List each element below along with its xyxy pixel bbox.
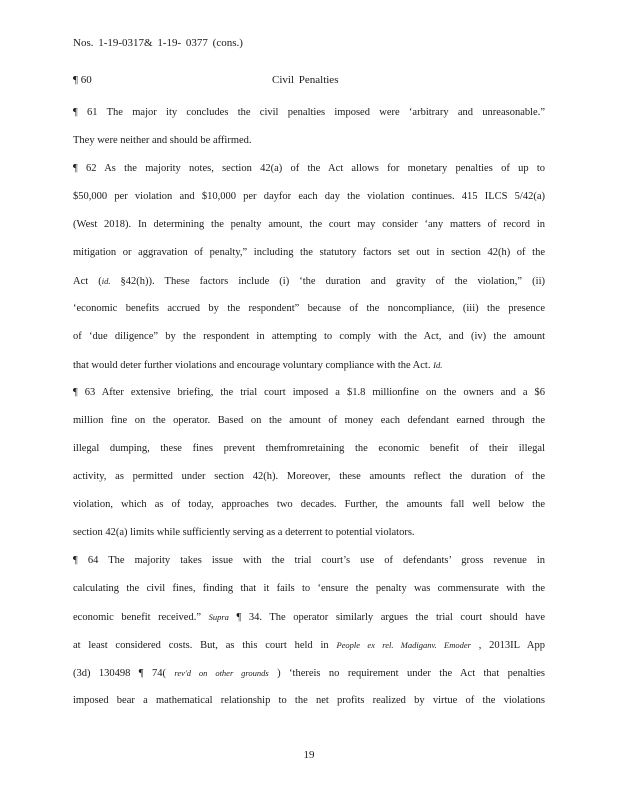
text-line: ¶ 62 As the majority notes, section 42(a) of the Act allows for monetary penalties of up to <box>73 163 545 174</box>
citation-italic: People ex rel. Madiganv. Emoder <box>336 640 471 650</box>
text-line: of ‘due diligence” by the respondent in attempting to comply with the Act, and (iv) the amount <box>73 331 545 342</box>
page-number: 19 <box>303 749 315 761</box>
citation-italic: Id. <box>433 360 443 370</box>
text-line: section 42(a) limits while sufficiently serving as a deterrent to potential violators. <box>73 527 415 538</box>
text-line: illegal dumping, these fines prevent themfromretaining the economic benefit of their illegal <box>73 443 545 454</box>
text-line: imposed bear a mathematical relationship to the net profits realized by virtue of the violations <box>73 695 545 706</box>
text-segment: (3d) 130498 ¶ 74( <box>73 668 175 679</box>
citation-italic: id. <box>101 276 111 286</box>
text-line: mitigation or aggravation of penalty,” including the statutory factors set out in section 42(h) of the <box>73 247 545 258</box>
text-line: ‘economic benefits accrued by the respondent” because of the noncompliance, (iii) the presence <box>73 303 545 314</box>
text-line: They were neither and should be affirmed. <box>73 135 252 146</box>
text-segment: §42(h)). These factors include (i) ‘the duration and gravity of the violation,” (ii) <box>110 276 545 287</box>
text-line <box>73 659 545 687</box>
document-body <box>73 99 545 715</box>
text-line: ¶ 61 The major ity concludes the civil penalties imposed were ‘arbitrary and unreasonable.” <box>73 107 545 118</box>
text-line <box>73 267 545 295</box>
text-line <box>73 631 545 659</box>
section-paragraph-mark: ¶ 60 <box>73 74 92 86</box>
text-segment: , 2013IL App <box>470 640 545 651</box>
text-line: million fine on the operator. Based on the amount of money each defendant earned through the <box>73 415 545 426</box>
citation-italic: rev'd on other grounds <box>174 668 269 678</box>
section-title: Civil Penalties <box>272 74 339 86</box>
text-line <box>73 603 545 631</box>
text-segment: ) ‘thereis no requirement under the Act that penalties <box>268 668 545 679</box>
citation-italic: Supra <box>208 612 229 622</box>
text-line: $50,000 per violation and $10,000 per dayfor each day the violation continues. 415 ILCS 5/42(a) <box>73 191 545 202</box>
text-segment: Act ( <box>73 276 102 287</box>
text-segment: that would deter further violations and encourage voluntary compliance with the Act. <box>73 360 434 371</box>
text-segment: economic benefit received.” <box>73 612 209 623</box>
text-line: ¶ 63 After extensive briefing, the trial court imposed a $1.8 millionfine on the owners and a $6 <box>73 387 545 398</box>
text-segment: at least considered costs. But, as this court held in <box>73 640 337 651</box>
text-line: (West 2018). In determining the penalty amount, the court may consider ‘any matters of record in <box>73 219 545 230</box>
text-line: calculating the civil fines, finding that it fails to ‘ensure the penalty was commensurate with the <box>73 583 545 594</box>
text-segment: ¶ 34. The operator similarly argues the trial court should have <box>228 612 545 623</box>
text-line: violation, which as of today, approaches two decades. Further, the amounts fall well below the <box>73 499 545 510</box>
case-number-header: Nos. 1-19-0317& 1-19- 0377 (cons.) <box>73 37 243 49</box>
text-line: activity, as permitted under section 42(h). Moreover, these amounts reflect the duration of the <box>73 471 545 482</box>
text-line: ¶ 64 The majority takes issue with the trial court’s use of defendants’ gross revenue in <box>73 555 545 566</box>
text-line <box>73 351 545 379</box>
